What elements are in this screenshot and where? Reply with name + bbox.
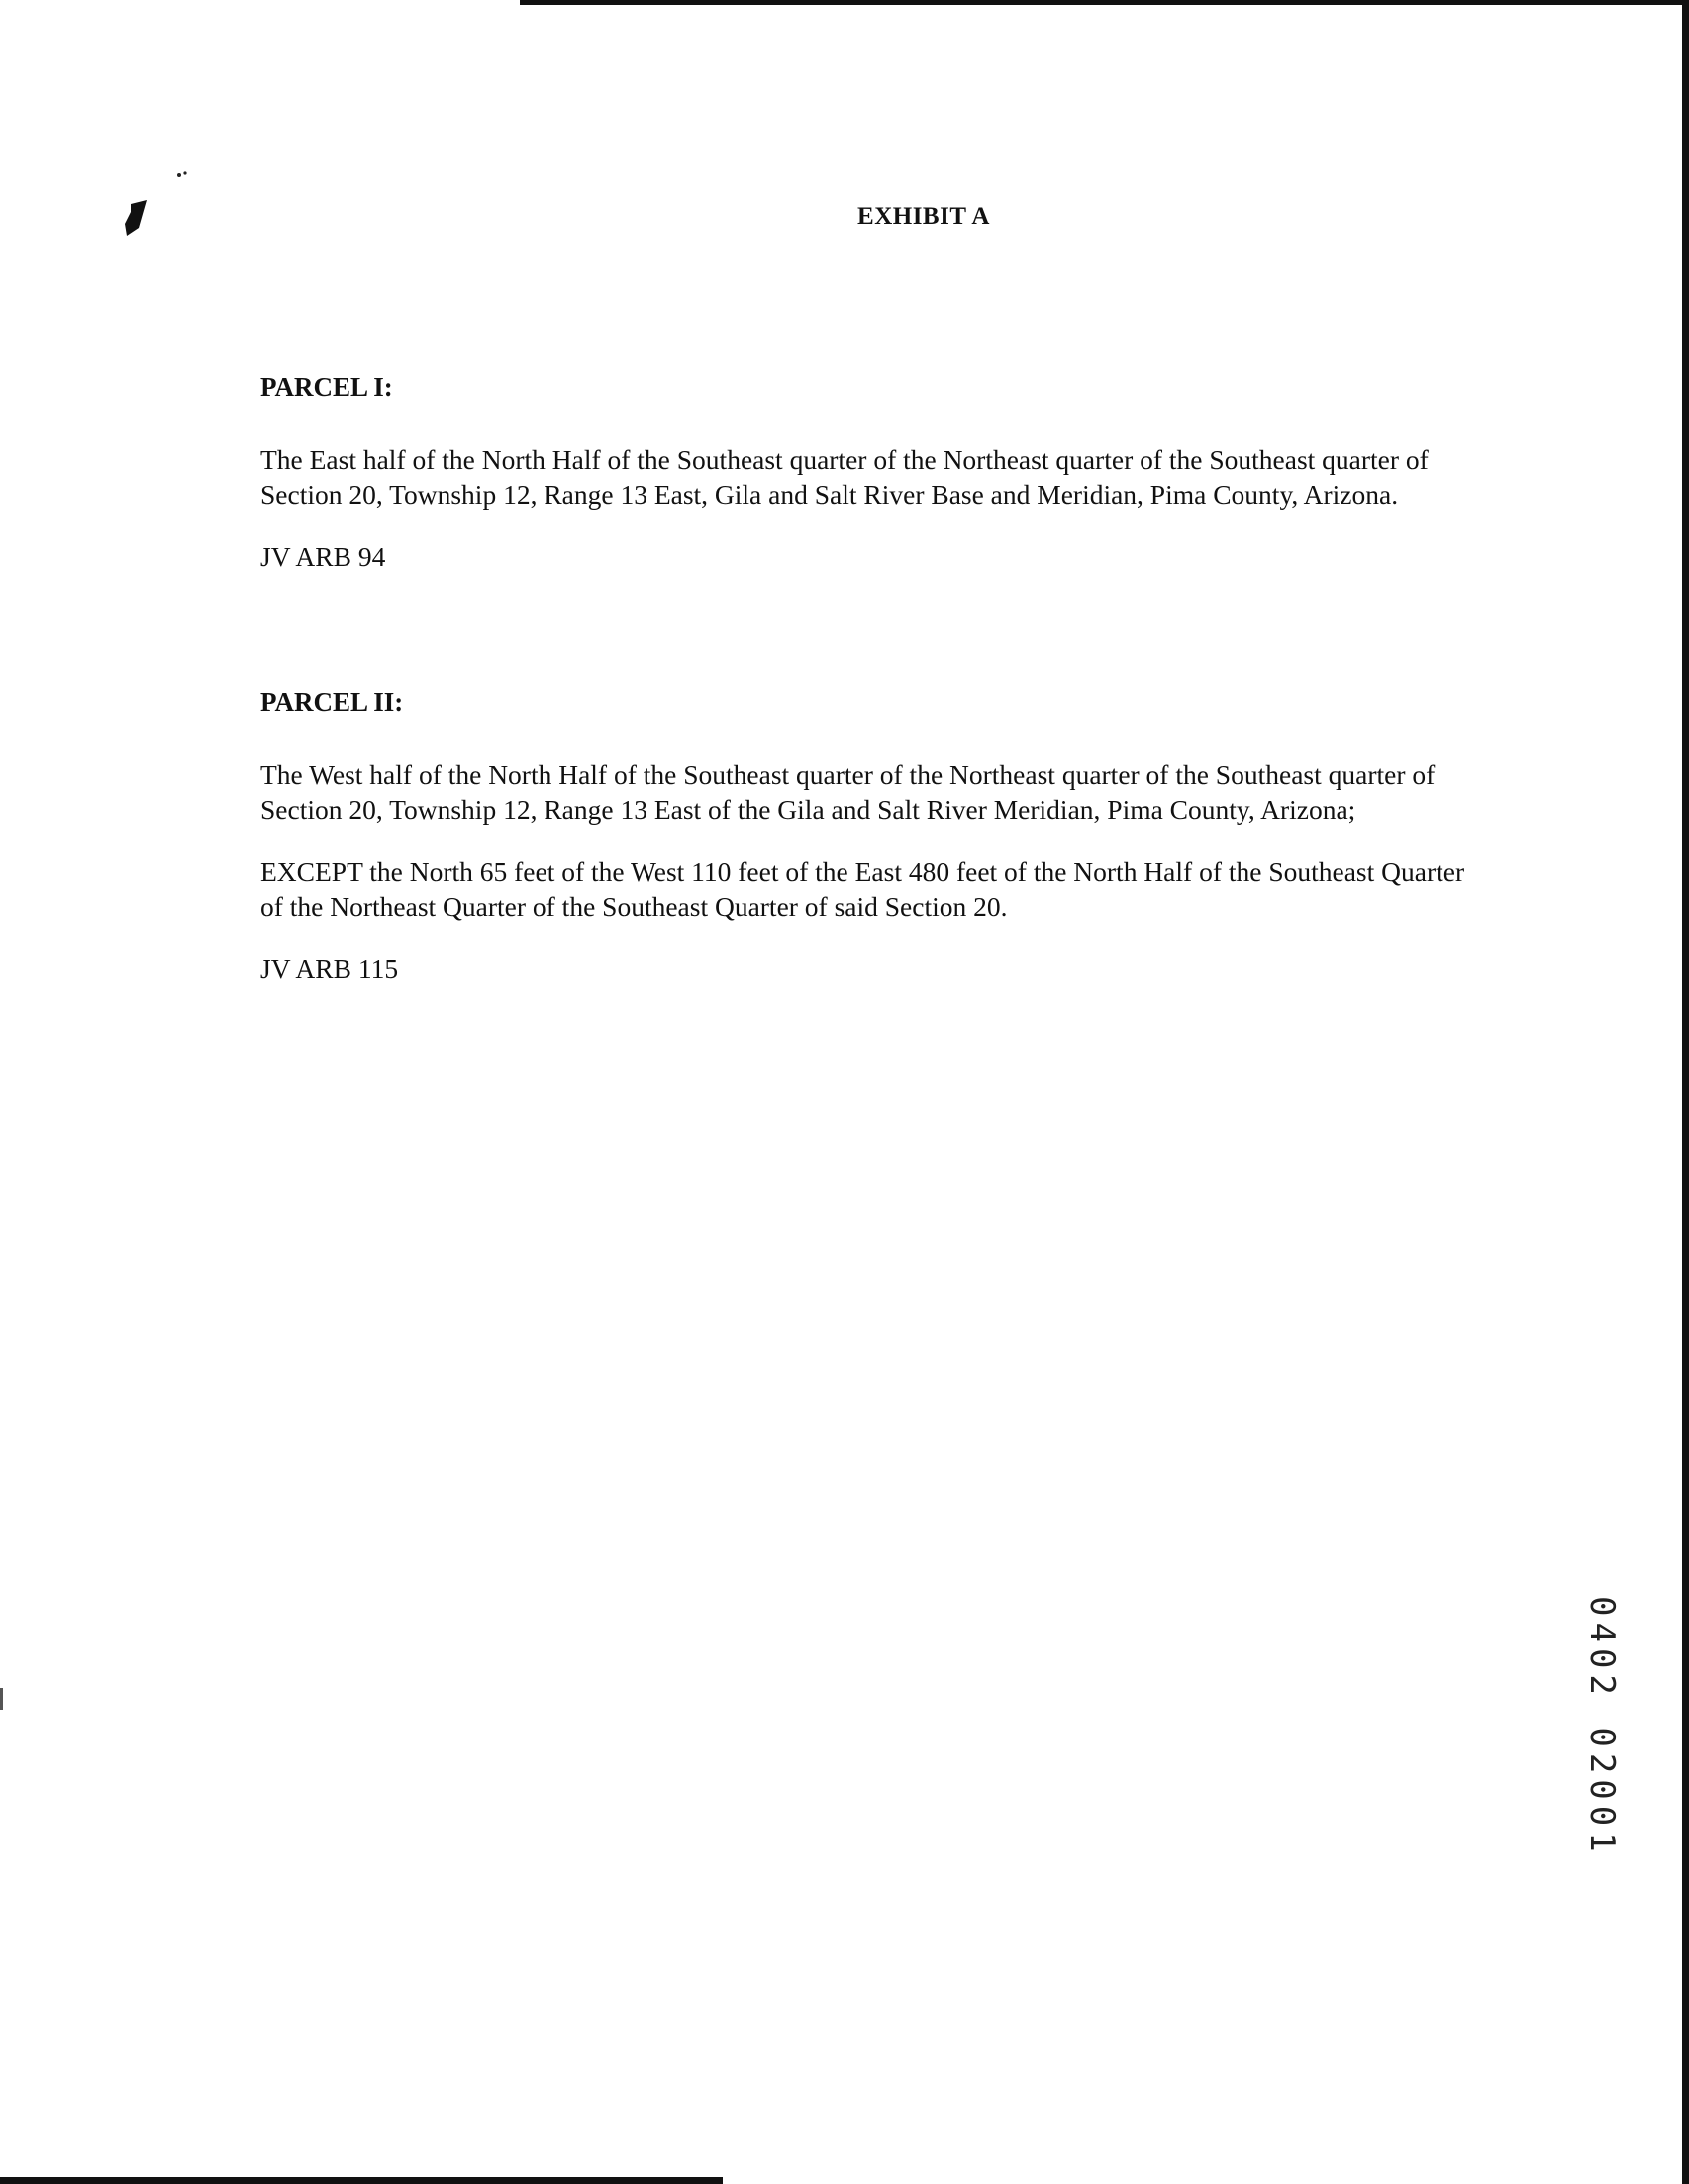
scan-border-top	[520, 0, 1689, 5]
parcel-2-exception: EXCEPT the North 65 feet of the West 110 feet of the East 480 feet of the North Half of the Southeast Quarter of the Northeast Quarter of the Southeast Quarter of said Section 20.	[260, 856, 1465, 922]
scan-speck	[176, 170, 188, 178]
parcel-1-description: The East half of the North Half of the Southeast quarter of the Northeast quarter of the Southeast quarter of Section 20, Township 12, Range 13 East, Gila and Salt River Base and Meridian, Pima County, Arizona.	[260, 445, 1429, 510]
parcel-1-reference: JV ARB 94	[260, 542, 386, 572]
parcel-2-reference: JV ARB 115	[260, 953, 399, 984]
side-stamp	[1582, 1596, 1641, 1863]
exhibit-title: EXHIBIT A	[857, 203, 990, 230]
parcel-2-description: The West half of the North Half of the Southeast quarter of the Northeast quarter of the Southeast quarter of Section 20, Township 12, Range 13 East of the Gila and Salt River Meridian, Pima County, Arizona;	[260, 759, 1436, 825]
scan-mark-left	[0, 1688, 3, 1710]
document-body	[260, 370, 1488, 986]
scan-border-bottom	[0, 2177, 723, 2184]
scan-border-right	[1682, 0, 1689, 2184]
side-stamp-text: 0402 02001	[1582, 1596, 1622, 1858]
parcel-2-heading: PARCEL II:	[260, 687, 404, 717]
parcel-1-heading: PARCEL I:	[260, 372, 393, 402]
